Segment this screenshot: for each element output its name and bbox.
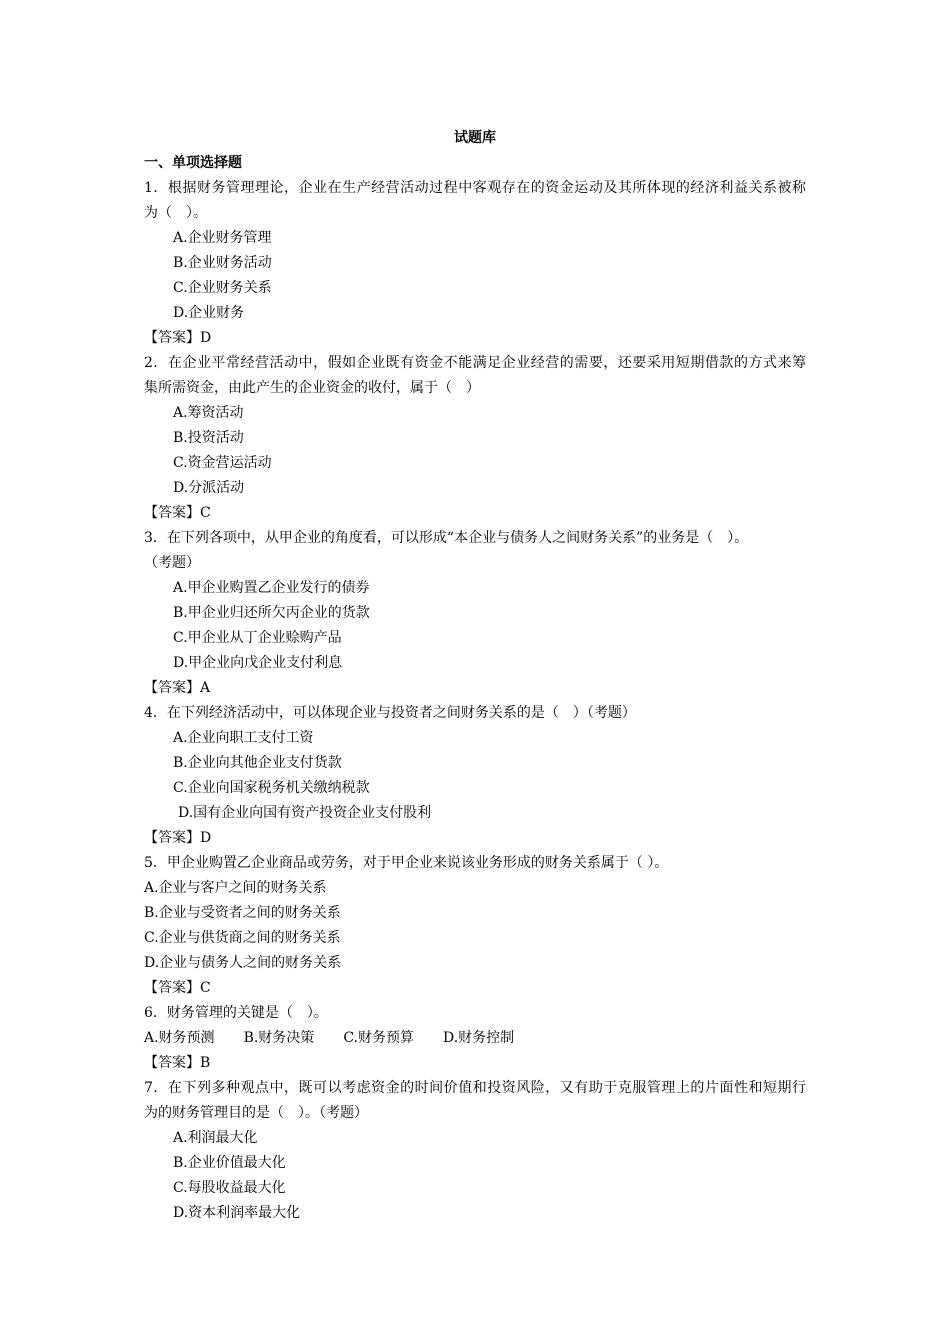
question-2-answer: 【答案】C [144, 505, 211, 521]
question-3-text: 3．在下列各项中，从甲企业的角度看，可以形成“本企业与债务人之间财务关系”的业务是（ ）。 [144, 530, 749, 546]
question-5-text: 5．甲企业购置乙企业商品或劳务，对于甲企业来说该业务形成的财务关系属于（ ）。 [144, 855, 669, 871]
question-5-option-c: C.企业与供货商之间的财务关系 [144, 930, 341, 946]
question-6-options [144, 1026, 806, 1051]
question-4-option-d: D.国有企业向国有资产投资企业支付股利 [178, 805, 432, 821]
question-4-answer: 【答案】D [144, 830, 212, 846]
question-3-option-d: D.甲企业向戊企业支付利息 [173, 655, 343, 671]
question-1-answer: 【答案】D [144, 330, 212, 346]
question-5-option-b: B.企业与受资者之间的财务关系 [144, 905, 341, 921]
question-4-option-c: C.企业向国家税务机关缴纳税款 [173, 780, 370, 796]
question-2-option-c: C.资金营运活动 [173, 455, 272, 471]
question-6-option-d: D.财务控制 [442, 1030, 515, 1046]
question-7-option-b: B.企业价值最大化 [173, 1155, 286, 1171]
question-4-option-a: A.企业向职工支付工资 [173, 730, 314, 746]
question-7-option-d: D.资本利润率最大化 [173, 1205, 301, 1221]
question-7-option-a: A.利润最大化 [173, 1130, 258, 1146]
question-3-option-c: C.甲企业从丁企业赊购产品 [173, 630, 342, 646]
section-heading: 一、单项选择题 [144, 155, 242, 171]
question-list [144, 176, 806, 1226]
question-6-option-c: C.财务预算 [343, 1030, 414, 1046]
question-4-text: 4．在下列经济活动中，可以体现企业与投资者之间财务关系的是（ ）（考题） [144, 705, 636, 721]
question-7-text-cont: 为的财务管理目的是（ ）。（考题） [144, 1105, 368, 1121]
question-2-option-d: D.分派活动 [173, 480, 245, 496]
question-6-text: 6．财务管理的关键是（ ）。 [144, 1005, 328, 1021]
question-2-text: 2．在企业平常经营活动中，假如企业既有资金不能满足企业经营的需要，还要采用短期借款的方式来筹 [144, 355, 806, 371]
question-6-answer: 【答案】B [144, 1055, 211, 1071]
question-1-text-cont: 为（ ）。 [144, 205, 207, 221]
question-6-option-a: A.财务预测 [144, 1030, 215, 1046]
question-1-option-b: B.企业财务活动 [173, 255, 272, 271]
document-title: 试题库 [454, 130, 496, 146]
question-3-text-cont: （考题） [144, 555, 200, 571]
question-5-option-a: A.企业与客户之间的财务关系 [144, 880, 327, 896]
question-6-option-b: B.财务决策 [243, 1030, 315, 1046]
question-3-option-b: B.甲企业归还所欠丙企业的货款 [173, 605, 370, 621]
question-1-option-d: D.企业财务 [173, 305, 245, 321]
question-3-answer: 【答案】A [144, 680, 211, 696]
question-7-option-c: C.每股收益最大化 [173, 1180, 286, 1196]
question-1-option-a: A.企业财务管理 [173, 230, 272, 246]
question-2-option-b: B.投资活动 [173, 430, 244, 446]
question-1-option-c: C.企业财务关系 [173, 280, 272, 296]
question-2-option-a: A.筹资活动 [173, 405, 244, 421]
question-3-option-a: A.甲企业购置乙企业发行的债券 [173, 580, 370, 596]
question-5-option-d: D.企业与债务人之间的财务关系 [144, 955, 342, 971]
question-1-text: 1．根据财务管理理论，企业在生产经营活动过程中客观存在的资金运动及其所体现的经济利益关系被称 [144, 180, 806, 196]
question-2-text-cont: 集所需资金，由此产生的企业资金的收付，属于（ ） [144, 380, 480, 396]
question-4-option-b: B.企业向其他企业支付货款 [173, 755, 342, 771]
question-5-answer: 【答案】C [144, 980, 211, 996]
question-7-text: 7．在下列多种观点中，既可以考虑资金的时间价值和投资风险，又有助于克服管理上的片面性和短期行 [144, 1080, 806, 1096]
